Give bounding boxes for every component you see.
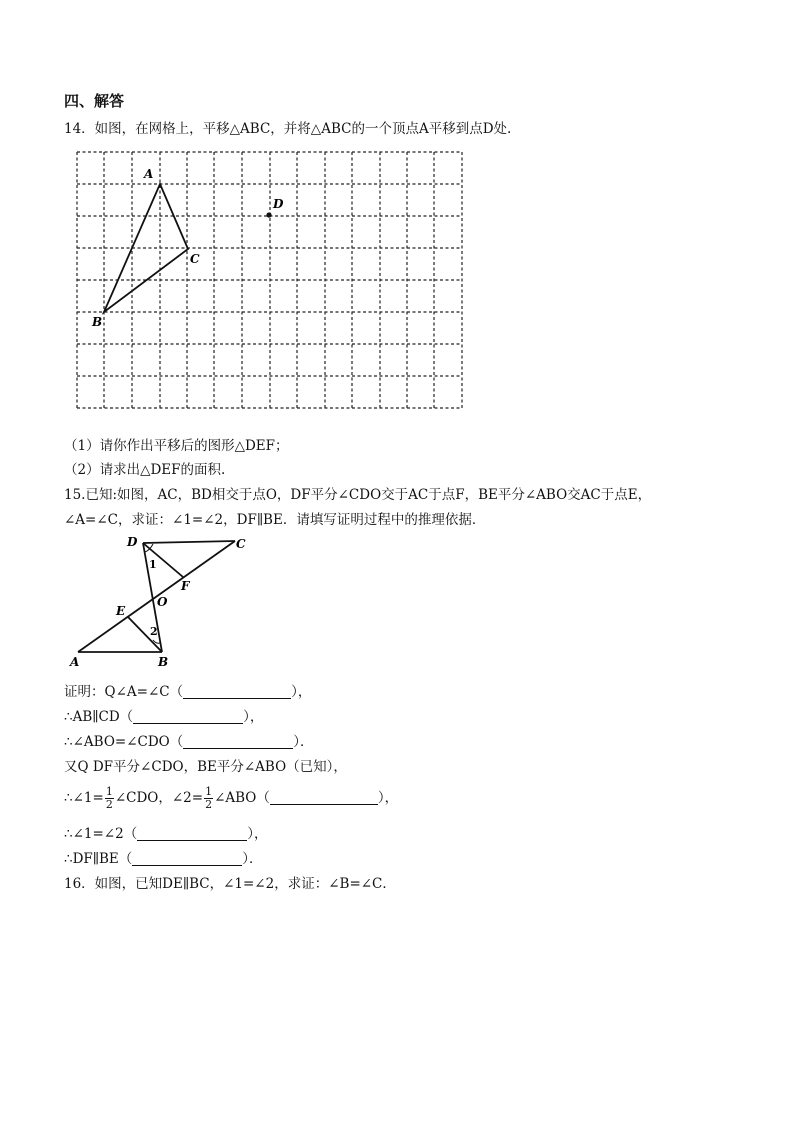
label-d: D <box>273 197 284 211</box>
proof-line-6 <box>64 822 267 842</box>
fraction-half-2 <box>204 786 213 811</box>
answer-blank-4[interactable] <box>270 791 378 805</box>
proof-line-1-post: ）， <box>291 684 312 700</box>
proof-line-3-post: ）． <box>293 734 314 750</box>
q14-part1: （1）请你作出平移后的图形△DEF； <box>64 438 289 454</box>
fig-label-d: D <box>127 535 138 549</box>
q15-stem-line2: ∠A=∠C，求证：∠1=∠2，DF∥BE．请填写证明过程中的推理依据． <box>64 512 486 528</box>
answer-blank-5[interactable] <box>137 827 247 841</box>
q16-stem: 16．如图，已知DE∥BC，∠1=∠2，求证：∠B=∠C． <box>64 876 396 892</box>
proof-line-6-post: ）， <box>247 826 268 842</box>
answer-blank-6[interactable] <box>132 852 242 866</box>
fig-label-1: 1 <box>149 558 157 571</box>
fraction-half-1 <box>105 786 114 811</box>
proof-line-5-b: ∠CDO，∠2= <box>114 790 204 806</box>
proof-line-7 <box>64 847 263 867</box>
fig-label-a: A <box>70 655 80 669</box>
fraction-2-den: 2 <box>205 798 213 811</box>
q14-grid-figure <box>76 150 466 412</box>
proof-line-2-pre: ∴AB∥CD（ <box>64 709 134 725</box>
fraction-1-num: 1 <box>105 785 113 798</box>
fraction-2-num: 1 <box>205 785 213 798</box>
fig-label-o: O <box>157 595 168 609</box>
proof-line-7-pre: ∴DF∥BE（ <box>64 851 133 867</box>
proof-line-1 <box>64 680 311 700</box>
proof-line-5 <box>64 780 398 816</box>
fig-label-c: C <box>236 537 246 551</box>
q15-figure <box>64 530 264 670</box>
answer-blank-1[interactable] <box>183 685 291 699</box>
proof-line-3-pre: ∴∠ABO=∠CDO（ <box>64 734 184 750</box>
proof-line-2-post: ）， <box>243 709 264 725</box>
q15-stem-line1: 15.已知:如图，AC，BD相交于点O，DF平分∠CDO交于AC于点F，BE平分∠ABO交AC于点E， <box>64 487 652 503</box>
label-c: C <box>190 252 200 266</box>
q14-part2: （2）请求出△DEF的面积. <box>64 462 226 478</box>
section-heading: 四、解答 <box>64 92 125 110</box>
fig-label-b: B <box>158 655 169 669</box>
fraction-1-den: 2 <box>105 798 113 811</box>
label-a: A <box>144 167 154 181</box>
fig-label-e: E <box>116 604 126 618</box>
proof-line-5-post: ）， <box>377 790 399 806</box>
proof-line-1-pre: 证明：Q∠A=∠C（ <box>64 684 184 700</box>
answer-blank-3[interactable] <box>183 735 293 749</box>
fig-label-f: F <box>181 579 190 593</box>
proof-line-6-pre: ∴∠1=∠2（ <box>64 826 138 842</box>
answer-blank-2[interactable] <box>133 710 243 724</box>
label-b: B <box>92 315 103 329</box>
proof-line-2 <box>64 705 263 725</box>
proof-line-3 <box>64 730 313 750</box>
proof-line-7-post: ）． <box>242 851 263 867</box>
point-d <box>266 212 271 217</box>
proof-line-5-a: ∴∠1= <box>64 790 104 806</box>
fig-label-2: 2 <box>150 625 158 638</box>
q14-stem: 14．如图，在网格上，平移△ABC，并将△ABC的一个顶点A平移到点D处. <box>64 121 512 137</box>
proof-line-5-c: ∠ABO（ <box>214 790 270 806</box>
proof-line-4: 又Q DF平分∠CDO，BE平分∠ABO（已知）， <box>64 759 347 775</box>
